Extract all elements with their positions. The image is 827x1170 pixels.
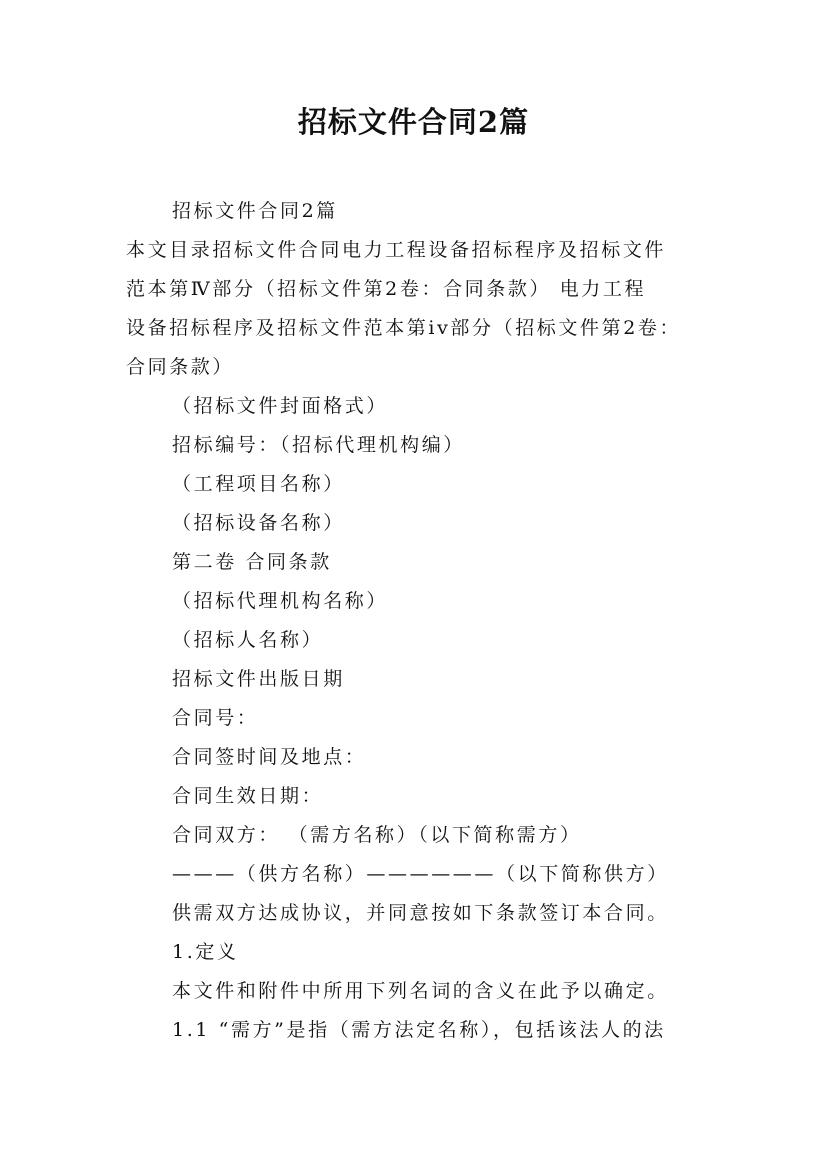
body-line: 本文件和附件中所用下列名词的含义在此予以确定。 [172, 980, 669, 1002]
body-line: 1.1 “需方”是指（需方法定名称），包括该法人的法 [172, 1019, 666, 1041]
body-line: 第二卷 合同条款 [172, 551, 332, 573]
body-line: （招标人名称） [172, 629, 324, 651]
body-line: 设备招标程序及招标文件范本第iv部分（招标文件第2卷： [126, 317, 682, 339]
body-line: 合同签时间及地点： [172, 746, 367, 768]
body-line: 合同条款） [126, 356, 235, 378]
body-line: （工程项目名称） [172, 473, 345, 495]
body-line: 1.定义 [172, 941, 239, 963]
body-line: 合同双方： （需方名称）（以下简称需方） [172, 824, 582, 846]
body-line: 合同生效日期： [172, 785, 324, 807]
body-line: 招标编号：（招标代理机构编） [172, 434, 465, 456]
body-line: （招标文件封面格式） [172, 395, 389, 417]
body-line: 范本第Ⅳ部分（招标文件第2卷：合同条款） 电力工程 [126, 278, 647, 300]
body-line: 合同号： [172, 707, 259, 729]
body-line: （招标代理机构名称） [172, 590, 389, 612]
body-line: 招标文件合同2篇 [172, 200, 338, 222]
body-line: 本文目录招标文件合同电力工程设备招标程序及招标文件 [126, 239, 667, 261]
document-body [126, 192, 716, 1050]
body-line: （招标设备名称） [172, 512, 345, 534]
body-line: 供需双方达成协议，并同意按如下条款签订本合同。 [172, 902, 669, 924]
document-title: 招标文件合同2篇 [297, 105, 530, 139]
body-line: 招标文件出版日期 [172, 668, 345, 690]
body-line: ———（供方名称）——————（以下简称供方） [172, 863, 669, 885]
